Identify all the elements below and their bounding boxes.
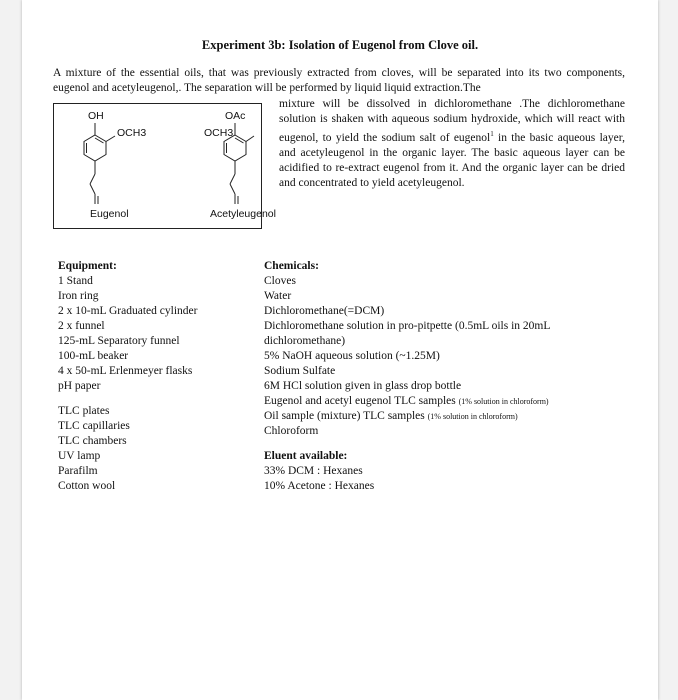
list-item: 6M HCl solution given in glass drop bottle — [264, 380, 462, 392]
list-item — [264, 409, 550, 424]
list-item: Chloroform — [264, 425, 319, 437]
list-item: 2 x 10-mL Graduated cylinder — [58, 305, 198, 317]
list-item — [264, 394, 550, 409]
chemicals-list — [264, 259, 550, 439]
list-item: 5% NaOH aqueous solution (~1.25M) — [264, 350, 440, 362]
acetyleugenol-och3-label: OCH3 — [204, 127, 234, 139]
tlc1-main: Eugenol and acetyl eugenol TLC samples — [264, 395, 459, 407]
eugenol-name-label: Eugenol — [90, 208, 129, 220]
list-item: 4 x 50-mL Erlenmeyer flasks — [58, 365, 193, 377]
equipment-heading: Equipment: — [58, 260, 117, 272]
eluent-heading: Eluent available: — [264, 450, 348, 462]
tlc1-note: (1% solution in chloroform) — [458, 397, 549, 406]
list-item: UV lamp — [58, 450, 101, 462]
list-item: TLC capillaries — [58, 420, 130, 432]
list-item: TLC plates — [58, 405, 110, 417]
list-item: 33% DCM : Hexanes — [264, 465, 363, 477]
tlc2-note: (1% solution in chloroform) — [427, 412, 518, 421]
list-item: TLC chambers — [58, 435, 127, 447]
list-item: 10% Acetone : Hexanes — [264, 480, 375, 492]
list-item: Sodium Sulfate — [264, 365, 336, 377]
list-item: Dichloromethane(=DCM) — [264, 305, 385, 317]
eluent-list — [264, 449, 374, 494]
eugenol-oh-label: OH — [88, 110, 104, 122]
eugenol-structure — [84, 123, 115, 204]
intro-paragraph: A mixture of the essential oils, that was previously extracted from cloves, will be separated into its two components, eugenol and acetyleugenol,. The separation will be performed by liquid liquid extraction.The — [53, 67, 625, 94]
list-item: 1 Stand — [58, 275, 93, 287]
intro-right-text-cont: in the basic aqueous layer, and acetyleugenol in the organic layer. The basic aqueous layer can be acidified to re-extract eugenol from it. And the organic layer can be dried and concentrated to yield acetyleugenol. — [279, 131, 625, 189]
equipment-list-tlc — [58, 404, 130, 494]
list-item: Dichloromethane solution in pro-pitpette (0.5mL oils in 20mL — [264, 320, 551, 332]
list-item: Cotton wool — [58, 480, 116, 492]
equipment-list — [58, 259, 197, 394]
list-item: Iron ring — [58, 290, 99, 302]
list-item: 100-mL beaker — [58, 350, 129, 362]
footnote-mark: 1 — [490, 130, 494, 138]
list-item: Cloves — [264, 275, 296, 287]
document-page — [22, 0, 658, 700]
acetyleugenol-name-label: Acetyleugenol — [210, 208, 276, 220]
eugenol-och3-label: OCH3 — [117, 127, 147, 139]
list-item: 125-mL Separatory funnel — [58, 335, 180, 347]
list-item: 2 x funnel — [58, 320, 105, 332]
acetyleugenol-oac-label: OAc — [225, 110, 246, 122]
list-item: dichloromethane) — [264, 335, 346, 347]
page-title: Experiment 3b: Isolation of Eugenol from Clove oil. — [201, 38, 479, 52]
intro-right-text: mixture will be dissolved in dichloromethane .The dichloromethane solution is shaken with aqueous sodium hydroxide, which will react with eugenol, to yield the sodium salt of eugenol — [279, 98, 625, 144]
chemicals-heading: Chemicals: — [264, 260, 319, 272]
structures-figure — [53, 103, 276, 229]
intro-paragraph-continued — [279, 97, 625, 191]
list-item: pH paper — [58, 380, 101, 392]
list-item: Water — [264, 290, 292, 302]
tlc2-main: Oil sample (mixture) TLC samples — [264, 410, 428, 422]
list-item: Parafilm — [58, 465, 98, 477]
